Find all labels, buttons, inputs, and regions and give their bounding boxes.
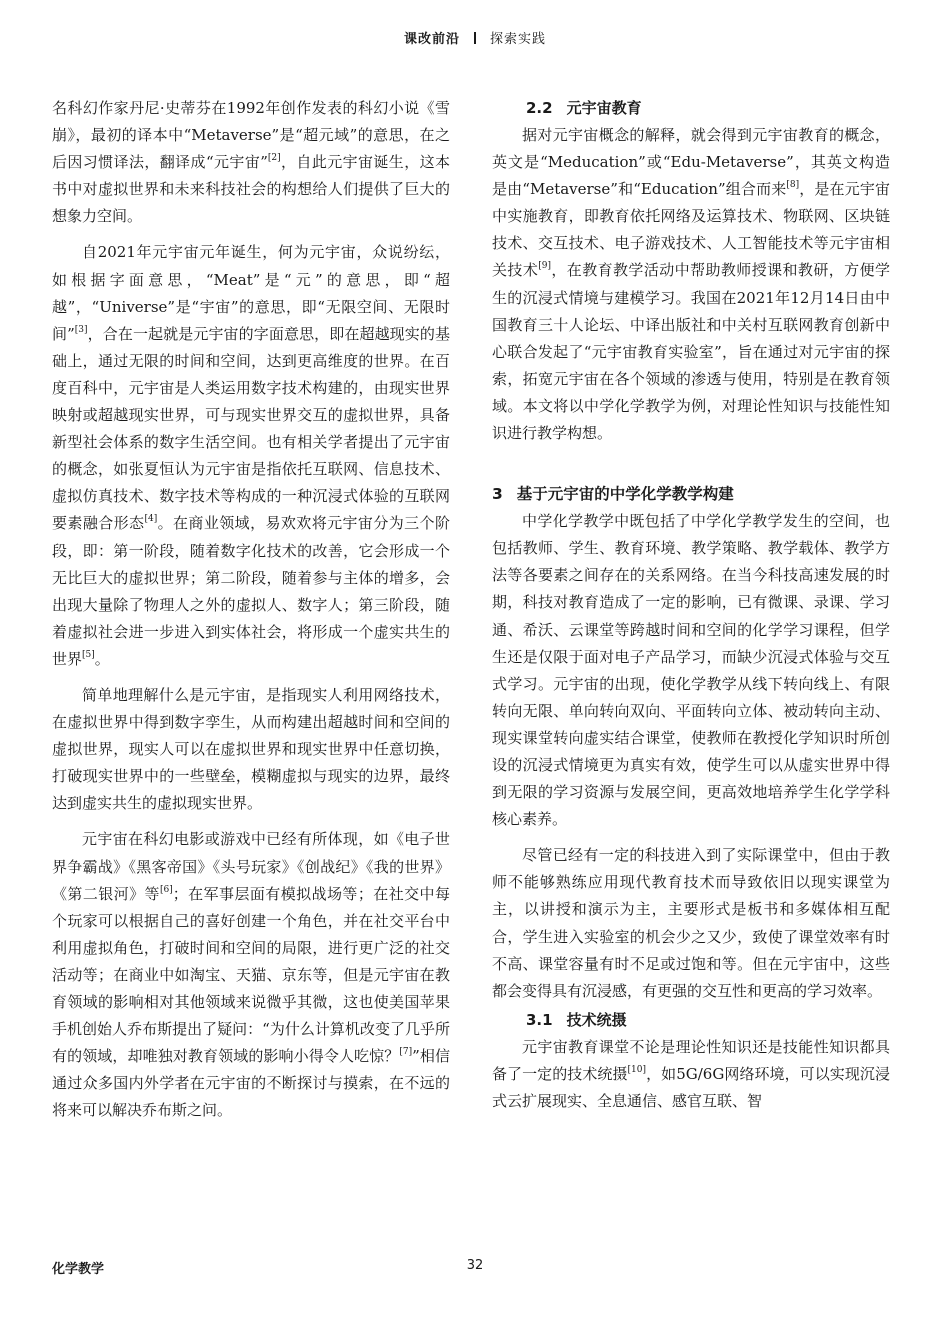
section-number: 2.2 — [526, 99, 553, 117]
text: ，在教育教学活动中帮助教师授课和教研，方便学生的沉浸式情境与建模学习。我国在2021年12月14日由中国教育三十人论坛、中译出版社和中关村互联网教育创新中心联合发起了“元宇宙教育实验室”，旨在通过对元宇宙的探索，拓宽元宇宙在各个领域的渗透与使用，特别是在教育领域。本文将以中学化学教学为例，对理论性知识与技能性知识进行教学构想。 — [492, 261, 890, 443]
citation-ref: [3] — [74, 324, 88, 335]
text: ，如5G/6G网络环境，可以实现沉浸式云扩展现实、全息通信、感官互联、智 — [492, 1064, 890, 1110]
paragraph — [492, 122, 890, 447]
citation-ref: [10] — [627, 1064, 647, 1075]
paragraph: 中学化学教学中既包括了中学化学教学发生的空间，也包括教师、学生、教育环境、教学策略、教学载体、教学方法等各要素之间存在的关系网络。在当今科技高速发展的时期，科技对教育造成了一定的影响，已有微课、录课、学习通、希沃、云课堂等跨越时间和空间的化学学习课程，但学生还是仅限于面对电子产品学习，而缺少沉浸式体验与交互式学习。元宇宙的出现，使化学教学从线下转向线上、有限转向无限、单向转向双向、平面转向立体、被动转向主动、现实课堂转向虚实结合课堂，使教师在教授化学知识时所创设的沉浸式情境更为真实有效，使学生可以从虚实世界中得到无限的学习资源与发展空间，更高效地培养学生化学学科核心素养。 — [492, 512, 890, 829]
section-title: 技术统摄 — [566, 1010, 627, 1029]
citation-ref: [7] — [399, 1047, 413, 1058]
section-title: 基于元宇宙的中学化学教学构建 — [516, 485, 734, 504]
citation-ref: [9] — [538, 261, 551, 272]
text: 元宇宙教育课堂不论是理论性知识还是技能性知识都具备了一定的技术统摄 — [492, 1037, 890, 1083]
right-column — [492, 95, 890, 1115]
text: ，是在元宇宙中实施教育，即教育依托网络及运算技术、物联网、区块链技术、交互技术、电子游戏技术、人工智能技术等元宇宙相关技术 — [492, 180, 890, 280]
header-divider — [474, 32, 476, 44]
text: 名科幻作家丹尼·史蒂芬在1992年创作发表的科幻小说《雪崩》，最初的译本中“Metaverse”是“超元域”的意思，在之后因习惯译法，翻译成“元宇宙” — [52, 99, 450, 172]
paragraph: 尽管已经有一定的科技进入到了实际课堂中，但由于教师不能够熟练应用现代教育技术而导致依旧以现实课堂为主，以讲授和演示为主，主要形式是板书和多媒体相互配合，学生进入实验室的机会少之又少，致使了课堂效率有时不高、课堂容量有时不足或过饱和等。但在元宇宙中，这些都会变得具有沉浸感，有更强的交互性和更高的学习效率。 — [492, 846, 890, 1000]
text: 。在商业领域，易欢欢将元宇宙分为三个阶段，即：第一阶段，随着数字化技术的改善，它会形成一个无比巨大的虚拟世界；第二阶段，随着参与主体的增多，会出现大量除了物理人之外的虚拟人、数字人；第三阶段，随着虚拟社会进一步进入到实体社会，将形成一个虚实共生的世界 — [52, 514, 450, 668]
section-title: 元宇宙教育 — [566, 99, 642, 117]
left-column — [52, 95, 450, 1124]
text: ，自此元宇宙诞生，这本书中对虚拟世界和未来科技社会的构想给人们提供了巨大的想象力空间。 — [52, 153, 450, 226]
citation-ref: [5] — [82, 649, 95, 660]
header-subsection: 探索实践 — [490, 32, 547, 47]
text: 。 — [94, 649, 110, 668]
text: 元宇宙在科幻电影或游戏中已经有所体现，如《电子世界争霸战》《黑客帝国》《头号玩家》《创战纪》《我的世界》《第二银河》等 — [52, 830, 450, 903]
paragraph: 简单地理解什么是元宇宙，是指现实人利用网络技术，在虚拟世界中得到数字孪生，从而构建出超越时间和空间的虚拟世界，现实人可以在虚拟世界和现实世界中任意切换，打破现实世界中的一些壁垒，模糊虚拟与现实的边界，最终达到虚实共生的虚拟现实世界。 — [52, 685, 450, 813]
paragraph — [52, 239, 450, 673]
text: ，合在一起就是元宇宙的字面意思，即在超越现实的基础上，通过无限的时间和空间，达到更高维度的世界。在百度百科中，元宇宙是人类运用数字技术构建的，由现实世界映射或超越现实世界，可与现实世界交互的虚拟世界，具备新型社会体系的数字生活空间。也有相关学者提出了元宇宙的概念，如张夏恒认为元宇宙是指依托互联网、信息技术、虚拟仿真技术、数字技术等构成的一种沉浸式体验的互联网要素融合形态 — [52, 324, 450, 533]
section-heading-3 — [492, 481, 890, 508]
citation-ref: [2] — [267, 153, 281, 164]
paragraph — [52, 826, 450, 1124]
citation-ref: [4] — [144, 514, 158, 525]
paragraph — [52, 95, 450, 230]
section-heading-2-2 — [492, 95, 890, 122]
section-number: 3.1 — [526, 1010, 553, 1029]
text: 自2021年元宇宙元年诞生，何为元宇宙，众说纷纭，如根据字面意思，“Meat”是“元”的意思，即“超越”，“Universe”是“宇宙”的意思，即“无限空间、无限时间” — [52, 243, 450, 343]
text: 据对元宇宙概念的解释，就会得到元宇宙教育的概念，英文是“Meducation”或“Edu-Metaverse”，其英文构造是由“Metaverse”和“Education”组合而来 — [492, 126, 890, 199]
paragraph — [492, 1034, 890, 1115]
citation-ref: [8] — [786, 180, 800, 191]
section-heading-3-1 — [492, 1007, 890, 1034]
section-number: 3 — [492, 485, 503, 504]
page-number: 32 — [466, 1258, 484, 1273]
text: ；在军事层面有模拟战场等；在社交中每个玩家可以根据自己的喜好创建一个角色，并在社交平台中利用虚拟角色，打破时间和空间的局限，进行更广泛的社交活动等；在商业中如淘宝、天猫、京东等，但是元宇宙在教育领域的影响相对其他领域来说微乎其微，这也使美国苹果手机创始人乔布斯提出了疑问：“为什么计算机改变了几乎所有的领域，却唯独对教育领域的影响小得令人吃惊？ — [52, 884, 450, 1066]
citation-ref: [6] — [159, 884, 173, 895]
text: ”相信通过众多国内外学者在元宇宙的不断探讨与摸索，在不远的将来可以解决乔布斯之问。 — [52, 1047, 450, 1120]
header-section: 课改前沿 — [403, 32, 460, 47]
running-header — [0, 28, 950, 47]
journal-name: 化学教学 — [52, 1262, 105, 1277]
